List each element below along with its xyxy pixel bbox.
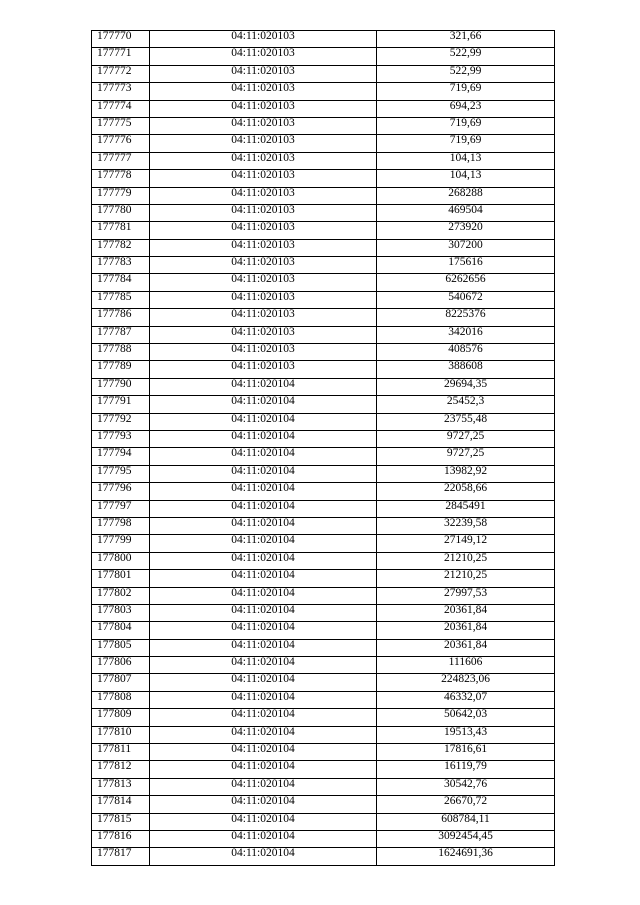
row-number-cell: 177790 — [92, 378, 150, 395]
value-cell: 9727,25 — [377, 448, 555, 465]
cadastral-code-cell: 04:11:020103 — [150, 48, 377, 65]
cadastral-code-cell: 04:11:020104 — [150, 500, 377, 517]
value-cell: 13982,92 — [377, 465, 555, 482]
table-row — [92, 517, 555, 534]
row-number-cell: 177786 — [92, 309, 150, 326]
row-number-cell: 177796 — [92, 483, 150, 500]
table-row — [92, 257, 555, 274]
row-number-cell: 177789 — [92, 361, 150, 378]
value-cell: 104,13 — [377, 170, 555, 187]
cadastral-code-cell: 04:11:020104 — [150, 848, 377, 865]
row-number-cell: 177814 — [92, 796, 150, 813]
table-row — [92, 813, 555, 830]
value-cell: 46332,07 — [377, 691, 555, 708]
row-number-cell: 177782 — [92, 239, 150, 256]
cadastral-code-cell: 04:11:020103 — [150, 222, 377, 239]
cadastral-code-cell: 04:11:020104 — [150, 396, 377, 413]
table-row — [92, 587, 555, 604]
value-cell: 268288 — [377, 187, 555, 204]
row-number-cell: 177775 — [92, 117, 150, 134]
row-number-cell: 177774 — [92, 100, 150, 117]
cadastral-code-cell: 04:11:020104 — [150, 535, 377, 552]
row-number-cell: 177787 — [92, 326, 150, 343]
row-number-cell: 177806 — [92, 657, 150, 674]
cadastral-code-cell: 04:11:020104 — [150, 691, 377, 708]
cadastral-code-cell: 04:11:020103 — [150, 204, 377, 221]
value-cell: 2845491 — [377, 500, 555, 517]
cadastral-code-cell: 04:11:020103 — [150, 187, 377, 204]
value-cell: 388608 — [377, 361, 555, 378]
table-row — [92, 570, 555, 587]
cadastral-code-cell: 04:11:020104 — [150, 830, 377, 847]
row-number-cell: 177777 — [92, 152, 150, 169]
cadastral-code-cell: 04:11:020104 — [150, 622, 377, 639]
table-row — [92, 552, 555, 569]
value-cell: 20361,84 — [377, 639, 555, 656]
row-number-cell: 177803 — [92, 604, 150, 621]
value-cell: 408576 — [377, 344, 555, 361]
value-cell: 17816,61 — [377, 744, 555, 761]
cadastral-code-cell: 04:11:020103 — [150, 170, 377, 187]
cadastral-code-cell: 04:11:020104 — [150, 465, 377, 482]
cadastral-code-cell: 04:11:020104 — [150, 674, 377, 691]
cadastral-code-cell: 04:11:020104 — [150, 552, 377, 569]
row-number-cell: 177817 — [92, 848, 150, 865]
table-row — [92, 622, 555, 639]
value-cell: 1624691,36 — [377, 848, 555, 865]
row-number-cell: 177798 — [92, 517, 150, 534]
cadastral-code-cell: 04:11:020103 — [150, 100, 377, 117]
table-row — [92, 639, 555, 656]
value-cell: 608784,11 — [377, 813, 555, 830]
row-number-cell: 177793 — [92, 430, 150, 447]
table-row — [92, 152, 555, 169]
value-cell: 8225376 — [377, 309, 555, 326]
value-cell: 342016 — [377, 326, 555, 343]
table-row — [92, 135, 555, 152]
table-row — [92, 535, 555, 552]
cadastral-code-cell: 04:11:020103 — [150, 135, 377, 152]
value-cell: 111606 — [377, 657, 555, 674]
cadastral-code-cell: 04:11:020103 — [150, 239, 377, 256]
value-cell: 9727,25 — [377, 430, 555, 447]
value-cell: 307200 — [377, 239, 555, 256]
table-row — [92, 204, 555, 221]
cadastral-code-cell: 04:11:020103 — [150, 83, 377, 100]
row-number-cell: 177799 — [92, 535, 150, 552]
cadastral-code-cell: 04:11:020104 — [150, 761, 377, 778]
row-number-cell: 177797 — [92, 500, 150, 517]
cadastral-code-cell: 04:11:020103 — [150, 309, 377, 326]
table-body — [92, 31, 555, 866]
table-row — [92, 274, 555, 291]
value-cell: 30542,76 — [377, 778, 555, 795]
row-number-cell: 177800 — [92, 552, 150, 569]
table-row — [92, 796, 555, 813]
value-cell: 21210,25 — [377, 570, 555, 587]
cadastral-code-cell: 04:11:020103 — [150, 291, 377, 308]
row-number-cell: 177784 — [92, 274, 150, 291]
row-number-cell: 177785 — [92, 291, 150, 308]
row-number-cell: 177773 — [92, 83, 150, 100]
value-cell: 522,99 — [377, 65, 555, 82]
table-row — [92, 378, 555, 395]
row-number-cell: 177770 — [92, 31, 150, 48]
row-number-cell: 177811 — [92, 744, 150, 761]
row-number-cell: 177813 — [92, 778, 150, 795]
cadastral-code-cell: 04:11:020103 — [150, 326, 377, 343]
cadastral-code-cell: 04:11:020104 — [150, 413, 377, 430]
data-table — [91, 30, 555, 866]
cadastral-code-cell: 04:11:020104 — [150, 744, 377, 761]
value-cell: 20361,84 — [377, 604, 555, 621]
cadastral-code-cell: 04:11:020104 — [150, 570, 377, 587]
table-row — [92, 500, 555, 517]
table-row — [92, 744, 555, 761]
row-number-cell: 177778 — [92, 170, 150, 187]
value-cell: 469504 — [377, 204, 555, 221]
table-row — [92, 239, 555, 256]
table-row — [92, 448, 555, 465]
row-number-cell: 177792 — [92, 413, 150, 430]
cadastral-code-cell: 04:11:020104 — [150, 796, 377, 813]
cadastral-code-cell: 04:11:020104 — [150, 778, 377, 795]
table-row — [92, 48, 555, 65]
value-cell: 540672 — [377, 291, 555, 308]
table-row — [92, 31, 555, 48]
table-row — [92, 465, 555, 482]
cadastral-code-cell: 04:11:020104 — [150, 709, 377, 726]
table-row — [92, 291, 555, 308]
cadastral-code-cell: 04:11:020103 — [150, 344, 377, 361]
cadastral-code-cell: 04:11:020104 — [150, 448, 377, 465]
value-cell: 3092454,45 — [377, 830, 555, 847]
row-number-cell: 177810 — [92, 726, 150, 743]
table-row — [92, 413, 555, 430]
row-number-cell: 177815 — [92, 813, 150, 830]
cadastral-code-cell: 04:11:020104 — [150, 483, 377, 500]
value-cell: 719,69 — [377, 135, 555, 152]
cadastral-code-cell: 04:11:020103 — [150, 257, 377, 274]
table-row — [92, 761, 555, 778]
cadastral-code-cell: 04:11:020103 — [150, 117, 377, 134]
value-cell: 20361,84 — [377, 622, 555, 639]
value-cell: 50642,03 — [377, 709, 555, 726]
row-number-cell: 177816 — [92, 830, 150, 847]
row-number-cell: 177801 — [92, 570, 150, 587]
row-number-cell: 177772 — [92, 65, 150, 82]
cadastral-code-cell: 04:11:020104 — [150, 587, 377, 604]
cadastral-code-cell: 04:11:020104 — [150, 726, 377, 743]
value-cell: 27149,12 — [377, 535, 555, 552]
value-cell: 21210,25 — [377, 552, 555, 569]
row-number-cell: 177788 — [92, 344, 150, 361]
value-cell: 23755,48 — [377, 413, 555, 430]
row-number-cell: 177807 — [92, 674, 150, 691]
table-row — [92, 674, 555, 691]
table-row — [92, 83, 555, 100]
table-row — [92, 170, 555, 187]
cadastral-code-cell: 04:11:020104 — [150, 813, 377, 830]
value-cell: 16119,79 — [377, 761, 555, 778]
table-row — [92, 778, 555, 795]
row-number-cell: 177783 — [92, 257, 150, 274]
row-number-cell: 177812 — [92, 761, 150, 778]
row-number-cell: 177795 — [92, 465, 150, 482]
cadastral-code-cell: 04:11:020104 — [150, 639, 377, 656]
table-row — [92, 361, 555, 378]
value-cell: 719,69 — [377, 117, 555, 134]
value-cell: 321,66 — [377, 31, 555, 48]
table-row — [92, 65, 555, 82]
row-number-cell: 177779 — [92, 187, 150, 204]
table-row — [92, 100, 555, 117]
cadastral-code-cell: 04:11:020104 — [150, 430, 377, 447]
table-row — [92, 344, 555, 361]
table-row — [92, 187, 555, 204]
table-row — [92, 848, 555, 865]
cadastral-code-cell: 04:11:020104 — [150, 378, 377, 395]
table-row — [92, 117, 555, 134]
value-cell: 19513,43 — [377, 726, 555, 743]
value-cell: 719,69 — [377, 83, 555, 100]
row-number-cell: 177794 — [92, 448, 150, 465]
table-row — [92, 709, 555, 726]
row-number-cell: 177804 — [92, 622, 150, 639]
value-cell: 32239,58 — [377, 517, 555, 534]
table-row — [92, 657, 555, 674]
value-cell: 175616 — [377, 257, 555, 274]
table-row — [92, 726, 555, 743]
table-row — [92, 396, 555, 413]
row-number-cell: 177805 — [92, 639, 150, 656]
row-number-cell: 177791 — [92, 396, 150, 413]
row-number-cell: 177780 — [92, 204, 150, 221]
value-cell: 26670,72 — [377, 796, 555, 813]
cadastral-code-cell: 04:11:020104 — [150, 657, 377, 674]
value-cell: 522,99 — [377, 48, 555, 65]
table-row — [92, 430, 555, 447]
value-cell: 6262656 — [377, 274, 555, 291]
row-number-cell: 177781 — [92, 222, 150, 239]
row-number-cell: 177776 — [92, 135, 150, 152]
value-cell: 27997,53 — [377, 587, 555, 604]
value-cell: 29694,35 — [377, 378, 555, 395]
row-number-cell: 177808 — [92, 691, 150, 708]
cadastral-code-cell: 04:11:020103 — [150, 361, 377, 378]
row-number-cell: 177809 — [92, 709, 150, 726]
cadastral-code-cell: 04:11:020103 — [150, 274, 377, 291]
row-number-cell: 177802 — [92, 587, 150, 604]
value-cell: 22058,66 — [377, 483, 555, 500]
value-cell: 25452,3 — [377, 396, 555, 413]
table-row — [92, 309, 555, 326]
value-cell: 224823,06 — [377, 674, 555, 691]
table-row — [92, 830, 555, 847]
cadastral-code-cell: 04:11:020104 — [150, 604, 377, 621]
value-cell: 104,13 — [377, 152, 555, 169]
table-row — [92, 222, 555, 239]
cadastral-code-cell: 04:11:020103 — [150, 152, 377, 169]
value-cell: 694,23 — [377, 100, 555, 117]
cadastral-code-cell: 04:11:020104 — [150, 517, 377, 534]
table-row — [92, 326, 555, 343]
row-number-cell: 177771 — [92, 48, 150, 65]
table-row — [92, 691, 555, 708]
cadastral-code-cell: 04:11:020103 — [150, 65, 377, 82]
table-row — [92, 604, 555, 621]
table-row — [92, 483, 555, 500]
cadastral-code-cell: 04:11:020103 — [150, 31, 377, 48]
value-cell: 273920 — [377, 222, 555, 239]
